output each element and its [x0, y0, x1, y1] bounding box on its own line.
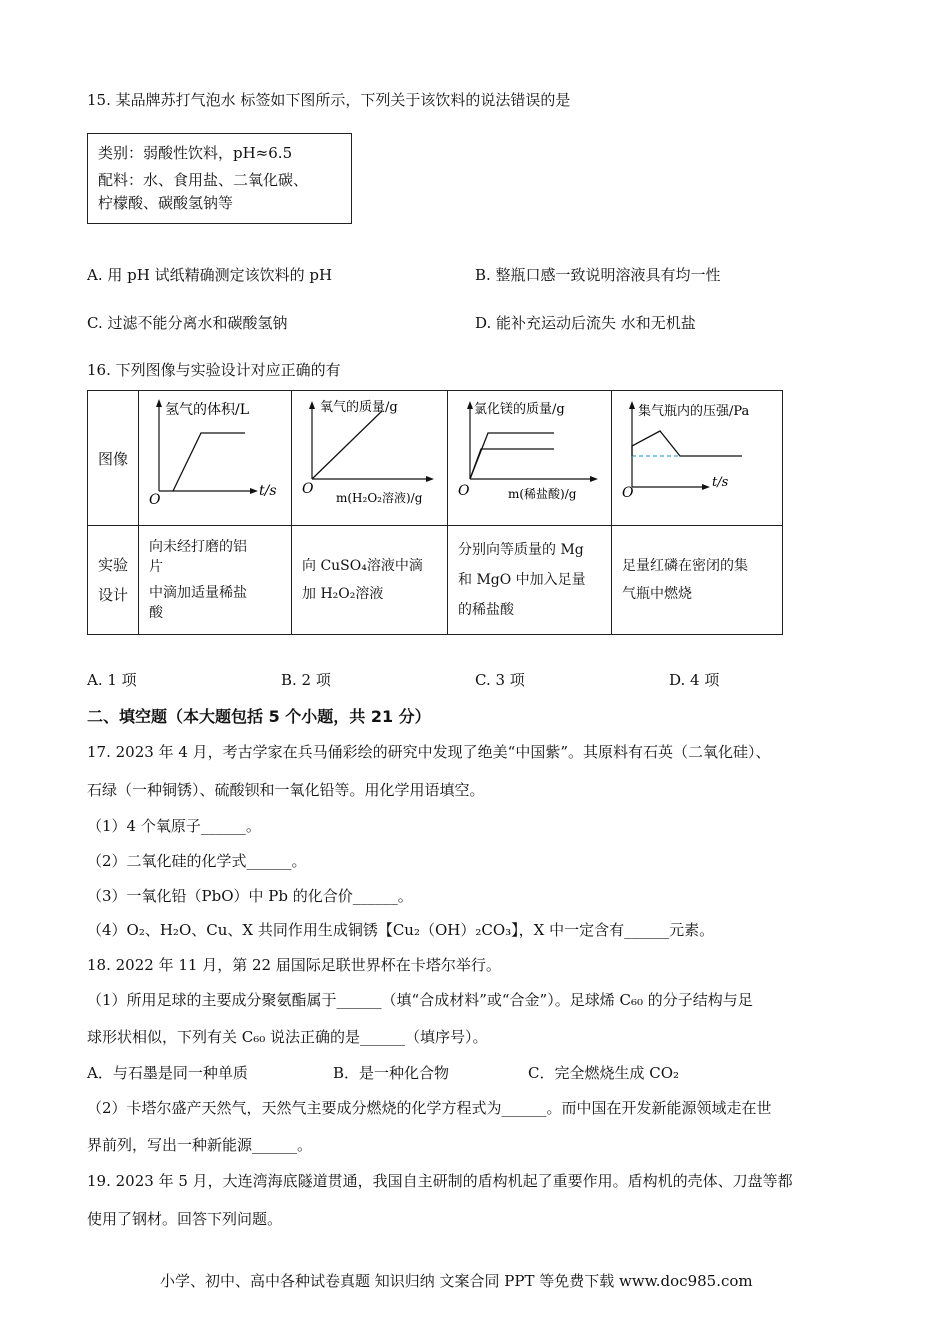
q19-line-1: 19. 2023 年 5 月，大连湾海底隧道贯通，我国自主研制的盾构机起了重要作用。盾构机的壳体、刀盘等都	[87, 1172, 793, 1190]
q17-part-1: （1）4 个氧原子______。	[87, 817, 261, 835]
row-label-graph	[88, 391, 139, 526]
q18-option-c: C．完全燃烧生成 CO₂	[528, 1064, 680, 1082]
graph-2-cell	[292, 391, 448, 526]
row-label-design-2: 设计	[97, 586, 128, 604]
graph-3-cell	[448, 391, 612, 526]
label-line-1: 类别：弱酸性饮料，pH≈6.5	[98, 144, 293, 162]
graph-2-ylabel: 氧气的质量/g	[320, 400, 398, 415]
footer-text: 小学、初中、高中各种试卷真题 知识归纳 文案合同 PPT 等免费下载 www.doc985.com	[160, 1272, 753, 1290]
q16-option-a: A. 1 项	[87, 671, 137, 689]
design-1	[139, 526, 292, 635]
design-1-line-3: 中滴加适量稀盐	[149, 585, 247, 601]
graph-4	[612, 391, 782, 521]
q19-line-2: 使用了钢材。回答下列问题。	[87, 1210, 283, 1228]
graph-3-ylabel: 氯化镁的质量/g	[474, 402, 565, 417]
section-2-heading: 二、填空题（本大题包括 5 个小题，共 21 分）	[87, 707, 431, 726]
q18-part-2a: （2）卡塔尔盛产天然气，天然气主要成分燃烧的化学方程式为______。而中国在开发新能源领域走在世	[87, 1099, 772, 1117]
graph-1-ylabel: 氢气的体积/L	[165, 402, 250, 418]
row-label-design-1: 实验	[97, 556, 128, 574]
q17-part-3: （3）一氧化铅（PbO）中 Pb 的化合价______。	[87, 887, 413, 905]
q15-option-c: C. 过滤不能分离水和碳酸氢钠	[87, 314, 288, 332]
design-1-line-1: 向未经打磨的铝	[149, 539, 247, 555]
q18-part-2b: 界前列，写出一种新能源______。	[87, 1136, 313, 1154]
design-3-line-2: 和 MgO 中加入足量	[458, 572, 586, 588]
graph-4-xlabel: t/s	[712, 475, 729, 490]
q18-part-1a: （1）所用足球的主要成分聚氨酯属于______（填“合成材料”或“合金”）。足球烯 C₆₀ 的分子结构与足	[87, 991, 753, 1009]
q15-option-b: B. 整瓶口感一致说明溶液具有均一性	[475, 266, 721, 284]
q18-line-1: 18. 2022 年 11 月，第 22 届国际足联世界杯在卡塔尔举行。	[87, 956, 501, 974]
graph-1-cell	[139, 391, 292, 526]
q15-option-d: D. 能补充运动后流失 水和无机盐	[475, 314, 696, 332]
q18-option-b: B．是一种化合物	[333, 1064, 450, 1082]
graph-2-origin: O	[302, 481, 314, 497]
graph-2	[292, 391, 447, 521]
graph-4-cell	[612, 391, 783, 526]
q18-option-a: A．与石墨是同一种单质	[87, 1064, 248, 1082]
graph-1	[139, 391, 291, 521]
design-2	[292, 526, 448, 635]
q16-stem: 16. 下列图像与实验设计对应正确的有	[87, 361, 341, 379]
q15-option-a: A. 用 pH 试纸精确测定该饮料的 pH	[87, 266, 333, 284]
design-3-line-1: 分别向等质量的 Mg	[458, 542, 584, 558]
label-line-3: 柠檬酸、碳酸氢钠等	[98, 194, 234, 212]
graph-3-origin: O	[458, 483, 470, 499]
q16-option-c: C. 3 项	[475, 671, 525, 689]
q16-option-b: B. 2 项	[281, 671, 331, 689]
q17-line-1: 17. 2023 年 4 月，考古学家在兵马俑彩绘的研究中发现了绝美“中国紫”。其原料有石英（二氧化硅）、	[87, 743, 771, 761]
row-label-design	[88, 526, 139, 635]
design-2-line-1: 向 CuSO₄溶液中滴	[302, 558, 423, 574]
graph-1-origin: O	[149, 492, 161, 508]
q16-table	[87, 390, 783, 635]
q17-part-4: （4）O₂、H₂O、Cu、X 共同作用生成铜锈【Cu₂（OH）₂CO₃】，X 中一定含有______元素。	[87, 921, 715, 939]
design-1-line-2: 片	[149, 559, 163, 575]
design-3-line-3: 的稀盐酸	[458, 602, 514, 618]
design-2-line-2: 加 H₂O₂溶液	[302, 586, 384, 602]
graph-4-ylabel: 集气瓶内的压强/Pa	[638, 404, 750, 419]
design-4-line-2: 气瓶中燃烧	[622, 586, 692, 602]
q17-part-2: （2）二氧化硅的化学式______。	[87, 852, 307, 870]
graph-1-xlabel: t/s	[259, 483, 277, 499]
design-3	[448, 526, 612, 635]
drink-label-box	[87, 133, 352, 224]
row-label-graph-text: 图像	[97, 449, 128, 468]
graph-2-xlabel: m(H₂O₂溶液)/g	[336, 491, 423, 505]
design-1-line-4: 酸	[149, 605, 163, 621]
graph-3	[448, 391, 611, 521]
q15-stem: 15. 某品牌苏打气泡水 标签如下图所示，下列关于该饮料的说法错误的是	[87, 91, 571, 109]
q18-part-1b: 球形状相似，下列有关 C₆₀ 说法正确的是______（填序号）。	[87, 1028, 488, 1046]
design-4	[612, 526, 783, 635]
graph-3-xlabel: m(稀盐酸)/g	[508, 487, 577, 501]
q17-line-2: 石绿（一种铜锈）、硫酸钡和一氧化铅等。用化学用语填空。	[87, 781, 485, 799]
graph-4-origin: O	[622, 485, 634, 501]
q16-option-d: D. 4 项	[669, 671, 720, 689]
label-line-2: 配料：水、食用盐、二氧化碳、	[98, 171, 309, 189]
design-4-line-1: 足量红磷在密闭的集	[622, 558, 748, 574]
